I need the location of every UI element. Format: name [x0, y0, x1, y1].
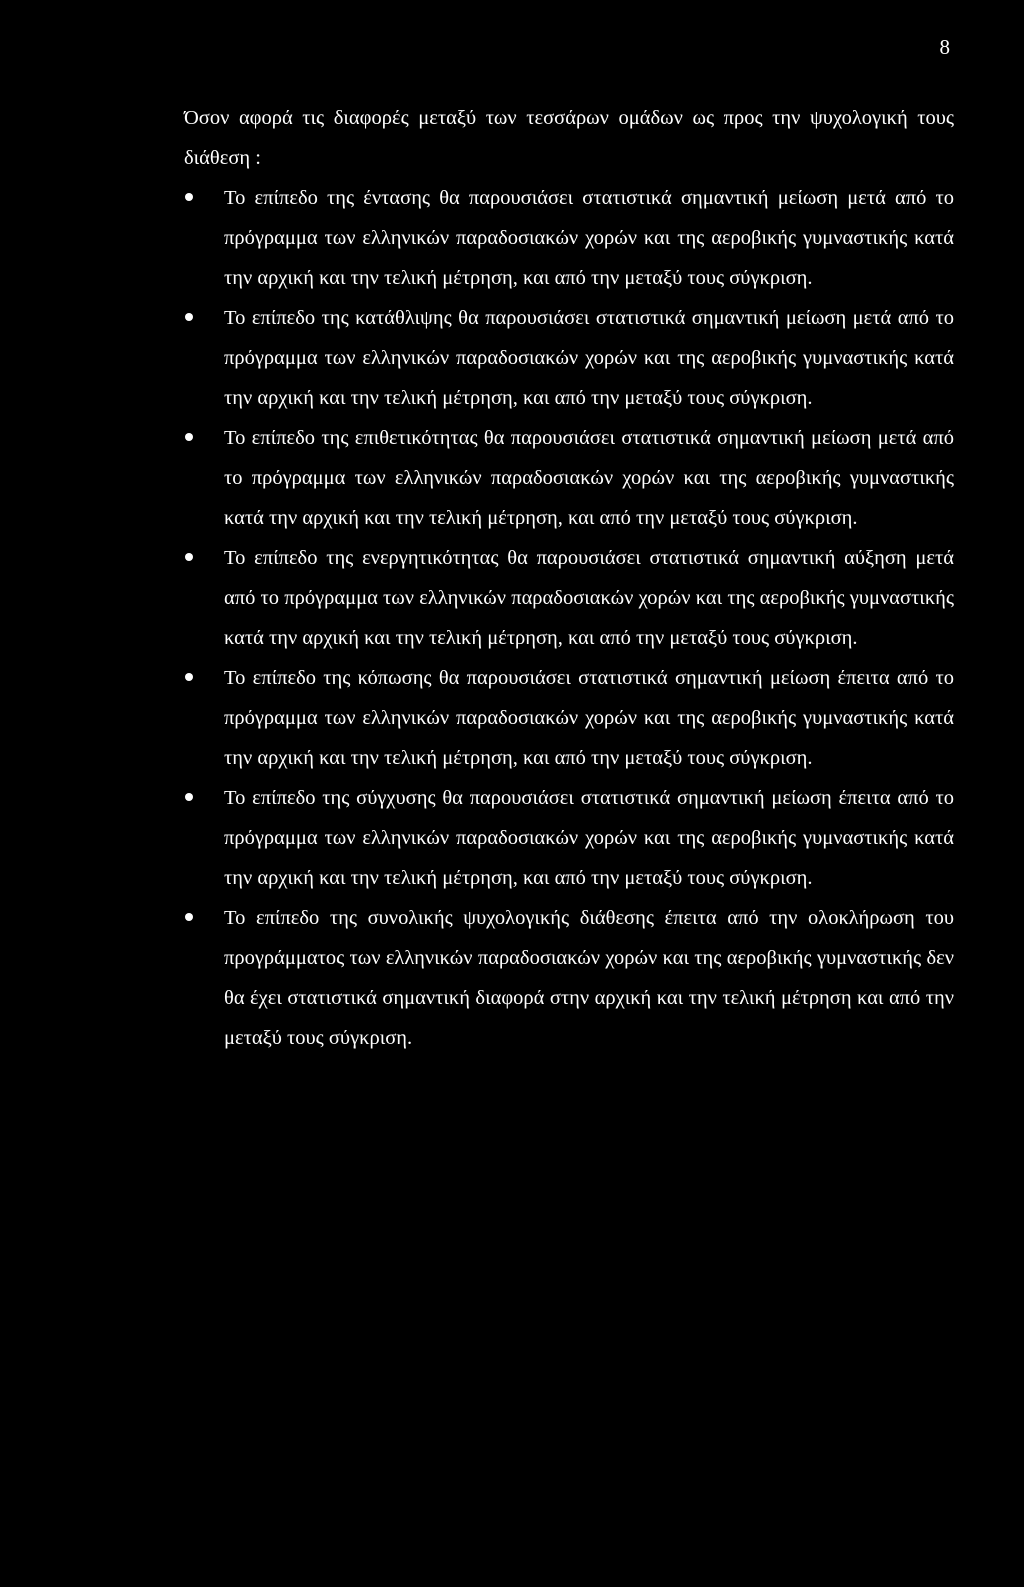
list-item-text: Το επίπεδο της συνολικής ψυχολογικής διάθεσης έπειτα από την ολοκλήρωση του προγράμματος των ελληνικών παραδοσιακών χορών και της αεροβικής γυμναστικής δεν θα έχει στατιστικά σημαντική διαφορά στην αρχική και την τελική μέτρηση και από την μεταξύ τους σύγκριση. [224, 907, 954, 1049]
list-item-text: Το επίπεδο της κόπωσης θα παρουσιάσει στατιστικά σημαντική μείωση έπειτα από το πρόγραμμα των ελληνικών παραδοσιακών χορών και της αεροβικής γυμναστικής κατά την αρχική και την τελική μέτρηση, και από την μεταξύ τους σύγκριση. [224, 667, 954, 769]
intro-paragraph: Όσον αφορά τις διαφορές μεταξύ των τεσσάρων ομάδων ως προς την ψυχολογική τους διάθεση : [184, 107, 954, 169]
page-number: 8 [939, 35, 950, 59]
list-item-text: Το επίπεδο της έντασης θα παρουσιάσει στατιστικά σημαντική μείωση μετά από το πρόγραμμα των ελληνικών παραδοσιακών χορών και της αεροβικής γυμναστικής κατά την αρχική και την τελική μέτρηση, και από την μεταξύ τους σύγκριση. [224, 187, 954, 289]
list-item [184, 658, 954, 778]
list-item-text: Το επίπεδο της κατάθλιψης θα παρουσιάσει στατιστικά σημαντική μείωση μετά από το πρόγραμμα των ελληνικών παραδοσιακών χορών και της αεροβικής γυμναστικής κατά την αρχική και την τελική μέτρηση, και από την μεταξύ τους σύγκριση. [224, 307, 954, 409]
bullet-icon [185, 553, 193, 561]
list-item [184, 538, 954, 658]
list-item-text: Το επίπεδο της ενεργητικότητας θα παρουσιάσει στατιστικά σημαντική αύξηση μετά από το πρόγραμμα των ελληνικών παραδοσιακών χορών και της αεροβικής γυμναστικής κατά την αρχική και την τελική μέτρηση, και από την μεταξύ τους σύγκριση. [224, 547, 954, 649]
list-item [184, 298, 954, 418]
bullet-icon [185, 313, 193, 321]
bullet-icon [185, 793, 193, 801]
list-item-text: Το επίπεδο της επιθετικότητας θα παρουσιάσει στατιστικά σημαντική μείωση μετά από το πρόγραμμα των ελληνικών παραδοσιακών χορών και της αεροβικής γυμναστικής κατά την αρχική και την τελική μέτρηση, και από την μεταξύ τους σύγκριση. [224, 427, 954, 529]
list-item [184, 418, 954, 538]
bullet-icon [185, 433, 193, 441]
list-item-text: Το επίπεδο της σύγχυσης θα παρουσιάσει στατιστικά σημαντική μείωση έπειτα από το πρόγραμμα των ελληνικών παραδοσιακών χορών και της αεροβικής γυμναστικής κατά την αρχική και την τελική μέτρηση, και από την μεταξύ τους σύγκριση. [224, 787, 954, 889]
bullet-icon [185, 193, 193, 201]
hypotheses-list [184, 178, 954, 1058]
list-item [184, 778, 954, 898]
document-body [184, 98, 954, 1058]
bullet-icon [185, 673, 193, 681]
list-item [184, 898, 954, 1058]
list-item [184, 178, 954, 298]
bullet-icon [185, 913, 193, 921]
